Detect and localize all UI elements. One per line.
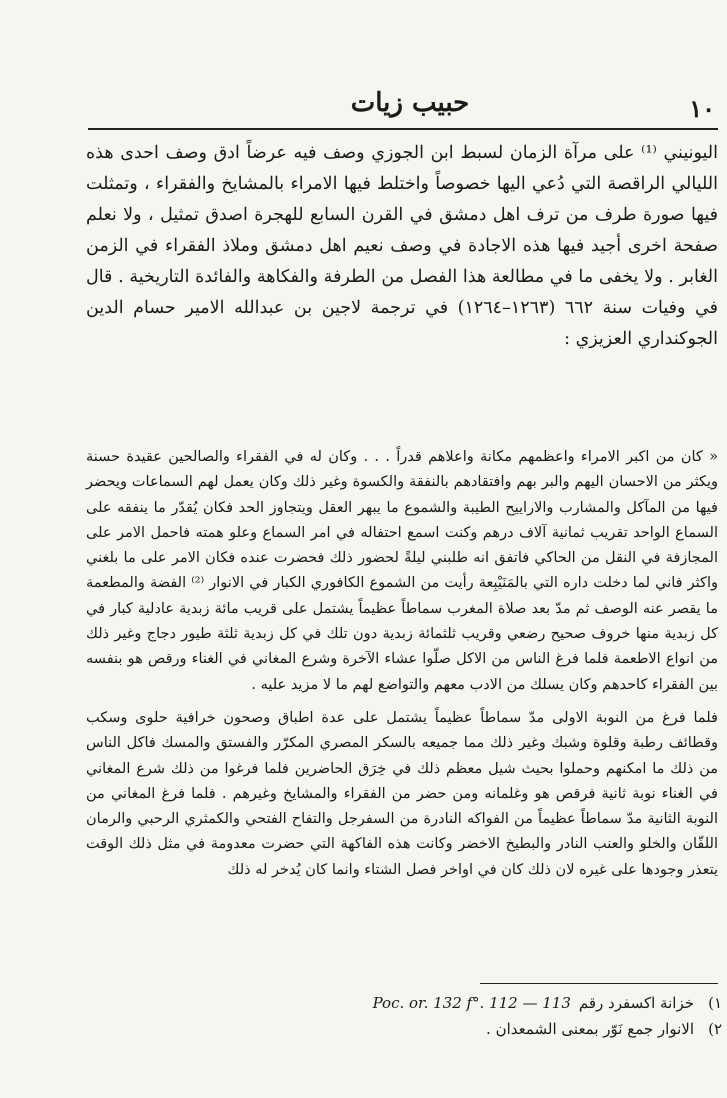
main-paragraph xyxy=(86,138,718,355)
page-header xyxy=(95,88,725,128)
footnote-number: ١) xyxy=(708,994,722,1012)
footnote-text: خزانة اكسفرد رقم xyxy=(578,994,694,1012)
footnote-1 xyxy=(230,990,722,1016)
footnotes xyxy=(230,990,722,1042)
footnote-2 xyxy=(230,1016,722,1042)
footnote-reference: Poc. or. 132 f°. 112 — 113 xyxy=(372,994,571,1012)
footnote-rule xyxy=(480,983,718,984)
footnote-text: الانوار جمع نَوّر بمعنى الشمعدان . xyxy=(486,1020,694,1038)
main-paragraph-text: اليونيني ⁽¹⁾ على مرآة الزمان لسبط ابن الجوزي وصف فيه عرضاً ادق وصف احدى هذه الليالي الراقصة التي دُعي اليها خصوصاً واختلط فيها الامراء بالمشايخ والفقراء ، وتمثلت فيها صورة طرف من ترف اهل دمشق في القرن السابع للهجرة اصدق تمثيل ، ولا نعلم صفحة اخرى أجيد فيها هذه الاجادة في وصف نعيم اهل دمشق وملاذ الفقراء في الزمن الغابر . ولا يخفى ما في مطالعة هذا الفصل من الطرفة والفكاهة والفائدة التاريخية . قال في وفيات سنة ٦٦٢ (١٢٦٣–١٢٦٤) في ترجمة لاجين بن عبدالله الامير حسام الدين الجوكنداري العزيزي : xyxy=(86,143,719,349)
quote-paragraph-2: فلما فرغ من النوبة الاولى مدّ سماطاً عظيماً يشتمل على عدة اطباق وصحون خرافية حلوى وسكب وقطائف رطبة وقلوة وشبك وغير ذلك مما جميعه بالسكر المصري المكرّر والفستق والمسك فاكل الناس من ذلك ما امكنهم وحملوا بحيث شيل معظم ذلك في خِرَق الحاضرين فلما فرغوا من ذلك شرع المغاني في الغناء نوبة ثانية فرقص هو وغلمانه ومن حضر من الفقراء والمشايخ وغيرهم . فلما فرغ المغاني من النوبة الثانية مدّ سماطاً عظيماً من الفواكه النادرة من السفرجل والتفاح الفتحي والكمثري الرحبي والرمان اللفّان والخلو والعنب النادر والبطيخ الاخضر وكانت هذه الفاكهة التي حضرت معدومة في مثل ذلك الوقت يتعذر وجودها على غيره لان ذلك كان في اواخر فصل الشتاء وانما كان يُدخر له ذلك xyxy=(86,709,718,878)
page-number: ١٠ xyxy=(689,94,715,123)
quoted-passage xyxy=(86,445,718,883)
header-rule xyxy=(88,128,718,130)
running-title: حبيب زيات xyxy=(350,88,470,118)
footnote-number: ٢) xyxy=(708,1020,722,1038)
quote-paragraph-1: « كان من اكبر الامراء واعظمهم مكانة واعلاهم قدراً . . . وكان له في الفقراء والصالحين عقيدة حسنة ويكثر من الاحسان اليهم والبر بهم وافتقادهم بالنفقة والكسوة وغير ذلك وكان يعمل لهم السماعات ويحضر فيها من المآكل والمشارب والاراييح الطيبة والشموع ما يبهر العقل ويتجاوز الحد فكان يُقدّر ما ينفقه على السماع الواحد تقريب ثمانية آلاف درهم وكنت اسمع احتفاله في امر السماع وعلو همته فاحمل الامر على المجازفة في النقل من الحاكي فاتفق انه طلبني ليلةً لحضور ذلك فحضرت عنده فكان الامر على ما بلغني واكثر فاني لما دخلت داره التي بالمَنَيْبِعة رأيت من الشموع الكافوري الكبار في الانوار ⁽²⁾ الفضة والمطعمة ما يقصر عنه الوصف ثم مدّ بعد صلاة المغرب سماطاً عظيماً يشتمل على قريب مائة زبدية عادلية كبار في كل زبدية منها خروف صحيح رضعي وقريب ثلثمائة زبدية دون تلك في كل زبدية ثلثة طيور دجاج وغير ذلك من انواع الاطعمة فلما فرغ الناس من الاكل صلّوا عشاء الآخرة وشرع المغاني في الغناء ورقص هو بنفسه بين الفقراء كاحدهم وكان يسلك من الادب معهم والتواضع لهم ما لا مزيد عليه . xyxy=(86,449,718,693)
